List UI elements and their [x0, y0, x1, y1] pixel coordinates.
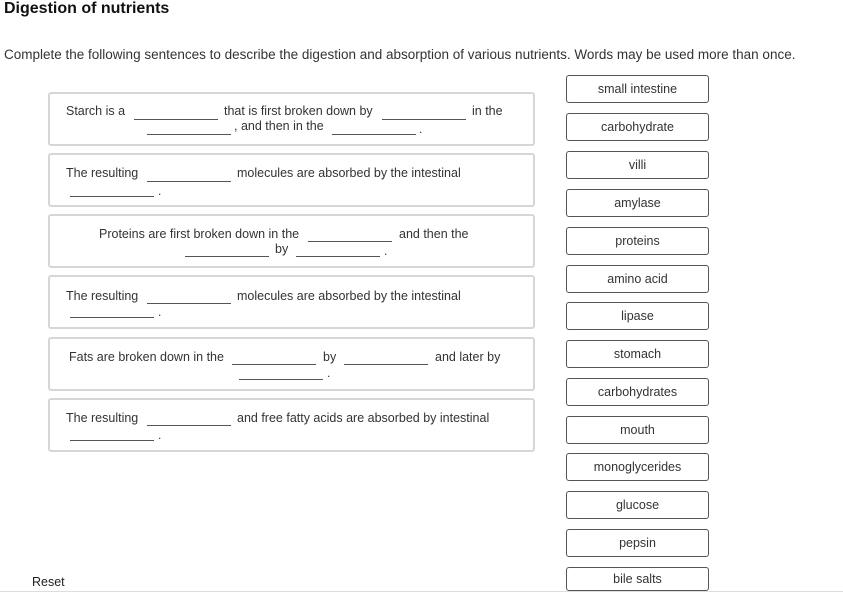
drop-blank[interactable]: [134, 119, 218, 120]
sentence-box-4: [48, 275, 535, 329]
word-tile-amino-acid[interactable]: amino acid: [566, 265, 709, 293]
word-tile-amylase[interactable]: amylase: [566, 189, 709, 217]
page-title: Digestion of nutrients: [4, 0, 170, 17]
sentence-text: and free fatty acids are absorbed by intestinal: [237, 411, 490, 425]
sentence-text: The resulting: [66, 289, 139, 303]
sentence-box-6: [48, 398, 535, 452]
sentence-box-3: [48, 214, 535, 268]
drop-blank[interactable]: [344, 364, 428, 365]
drop-blank[interactable]: [296, 256, 380, 257]
sentence-period: .: [384, 244, 388, 258]
drop-blank[interactable]: [232, 364, 316, 365]
sentence-text: in the: [472, 104, 503, 118]
word-tile-glucose[interactable]: glucose: [566, 491, 709, 519]
footer-divider: [0, 591, 843, 592]
sentence-text: Starch is a: [66, 104, 126, 118]
drop-blank[interactable]: [70, 196, 154, 197]
word-tile-carbohydrate[interactable]: carbohydrate: [566, 113, 709, 141]
sentence-text: molecules are absorbed by the intestinal: [237, 166, 461, 180]
drop-blank[interactable]: [70, 317, 154, 318]
word-tile-bile-salts[interactable]: bile salts: [566, 567, 709, 591]
sentence-text: Proteins are first broken down in the: [99, 227, 300, 241]
drop-blank[interactable]: [382, 119, 466, 120]
sentence-period: .: [158, 305, 162, 319]
sentence-text: by: [275, 242, 289, 256]
instructions-text: Complete the following sentences to describe the digestion and absorption of various nutrients. Words may be used more than once.: [4, 47, 796, 62]
word-tile-proteins[interactable]: proteins: [566, 227, 709, 255]
sentence-text: Fats are broken down in the: [69, 350, 224, 364]
drop-blank[interactable]: [70, 440, 154, 441]
sentence-text: that is first broken down by: [224, 104, 373, 118]
word-tile-monoglycerides[interactable]: monoglycerides: [566, 453, 709, 481]
sentence-box-1: [48, 92, 535, 146]
word-tile-carbohydrates[interactable]: carbohydrates: [566, 378, 709, 406]
sentence-text: and later by: [435, 350, 501, 364]
word-tile-stomach[interactable]: stomach: [566, 340, 709, 368]
drop-blank[interactable]: [147, 134, 231, 135]
sentence-period: .: [158, 184, 162, 198]
drop-blank[interactable]: [239, 379, 323, 380]
sentence-text: molecules are absorbed by the intestinal: [237, 289, 461, 303]
reset-button[interactable]: Reset: [32, 575, 65, 589]
sentence-period: .: [419, 122, 423, 136]
word-tile-mouth[interactable]: mouth: [566, 416, 709, 444]
sentence-text: , and then in the: [234, 119, 324, 133]
sentence-text: by: [323, 350, 337, 364]
drop-blank[interactable]: [332, 134, 416, 135]
word-tile-villi[interactable]: villi: [566, 151, 709, 179]
drop-blank[interactable]: [147, 181, 231, 182]
sentence-period: .: [327, 366, 331, 380]
word-tile-pepsin[interactable]: pepsin: [566, 529, 709, 557]
word-tile-small-intestine[interactable]: small intestine: [566, 75, 709, 103]
sentence-period: .: [158, 428, 162, 442]
drop-blank[interactable]: [185, 256, 269, 257]
sentence-text: and then the: [399, 227, 469, 241]
drop-blank[interactable]: [147, 425, 231, 426]
drop-blank[interactable]: [308, 241, 392, 242]
sentence-box-5: [48, 337, 535, 391]
sentence-box-2: [48, 153, 535, 207]
word-tile-lipase[interactable]: lipase: [566, 302, 709, 330]
drop-blank[interactable]: [147, 303, 231, 304]
sentence-text: The resulting: [66, 166, 139, 180]
sentence-text: The resulting: [66, 411, 139, 425]
